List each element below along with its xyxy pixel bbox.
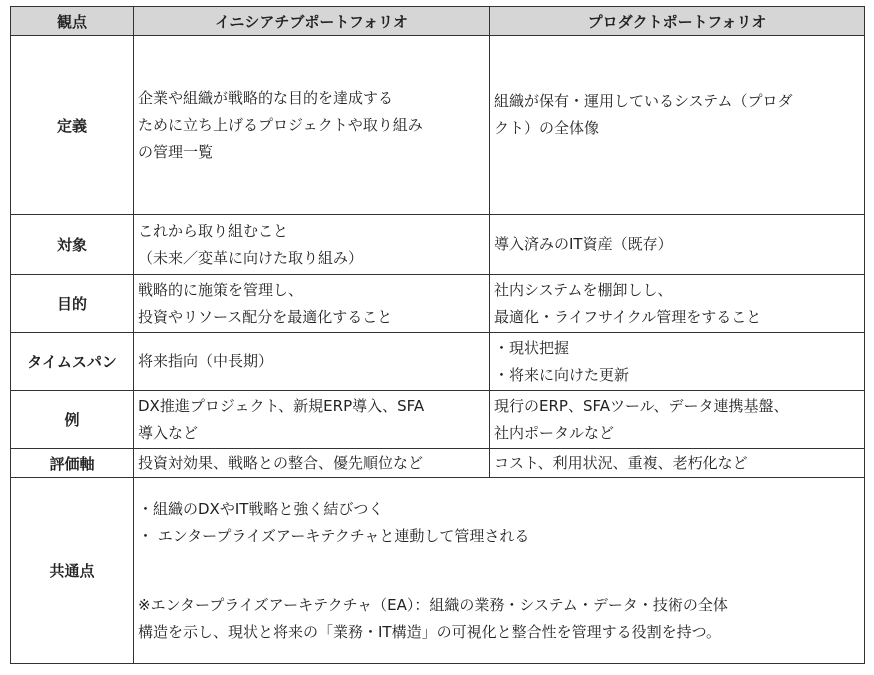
common-point: ・組織のDXやIT戦略と強く結びつく [138, 499, 384, 518]
initiative-cell [134, 391, 490, 449]
row-key: 対象 [11, 215, 134, 275]
row-key: 例 [11, 391, 134, 449]
row-key: 共通点 [11, 478, 134, 664]
cell-line: 組織が保有・運用しているシステム（プロダ [494, 92, 793, 110]
cell-line: 投資やリソース配分を最適化すること [138, 307, 393, 326]
cell-line: 導入など [138, 423, 199, 442]
product-cell [490, 36, 865, 215]
cell-line: コスト、利用状況、重複、老朽化など [494, 453, 748, 472]
cell-line: 将来指向（中長期） [138, 352, 274, 370]
initiative-cell [134, 449, 490, 478]
cell-line: ・将来に向けた更新 [494, 365, 630, 384]
ea-note: 構造を示し、現状と将来の「業務・IT構造」の可視化と整合性を管理する役割を持つ。 [138, 622, 721, 641]
row-purpose [11, 275, 865, 333]
common-point: ・ エンタープライズアーキテクチャと連動して管理される [138, 526, 530, 545]
row-example [11, 391, 865, 449]
comparison-table [10, 6, 865, 664]
cell-line: 社内システムを棚卸しし、 [494, 280, 673, 299]
header-row [11, 7, 865, 36]
cell-line: DX推進プロジェクト、新規ERP導入、SFA [138, 396, 425, 415]
cell-line: の管理一覧 [138, 142, 214, 161]
initiative-cell [134, 215, 490, 275]
cell-line: 社内ポータルなど [494, 423, 615, 442]
cell-line: 企業や組織が戦略的な目的を達成する [138, 88, 394, 107]
product-cell [490, 391, 865, 449]
ea-note: ※エンタープライズアーキテクチャ（EA）：組織の業務・システム・データ・技術の全体 [138, 595, 728, 614]
row-timespan [11, 333, 865, 391]
cell-line: 投資対効果、戦略との整合、優先順位など [138, 453, 424, 472]
initiative-cell [134, 36, 490, 215]
row-key: タイムスパン [11, 333, 134, 391]
cell-line: ために立ち上げるプロジェクトや取り組み [138, 115, 423, 134]
row-evaluation-axis [11, 449, 865, 478]
cell-line: 導入済みのIT資産（既存） [494, 235, 673, 253]
row-target [11, 215, 865, 275]
row-common [11, 478, 865, 664]
cell-line: ・現状把握 [494, 338, 570, 357]
cell-line: （未来／変革に向けた取り組み） [138, 248, 364, 267]
cell-line: 戦略的に施策を管理し、 [138, 280, 304, 299]
row-key: 定義 [11, 36, 134, 215]
cell-line: 最適化・ライフサイクル管理をすること [494, 307, 762, 326]
cell-line: これから取り組むこと [138, 221, 289, 240]
header-initiative-portfolio: イニシアチブポートフォリオ [134, 7, 490, 36]
product-cell [490, 275, 865, 333]
product-cell [490, 215, 865, 275]
initiative-cell [134, 275, 490, 333]
header-product-portfolio: プロダクトポートフォリオ [490, 7, 865, 36]
cell-line: 現行のERP、SFAツール、データ連携基盤、 [494, 396, 789, 415]
row-definition [11, 36, 865, 215]
row-key: 目的 [11, 275, 134, 333]
initiative-cell [134, 333, 490, 391]
cell-line: クト）の全体像 [494, 119, 600, 137]
product-cell [490, 333, 865, 391]
product-cell [490, 449, 865, 478]
row-key: 評価軸 [11, 449, 134, 478]
header-viewpoint: 観点 [11, 7, 134, 36]
common-cell [134, 478, 865, 664]
